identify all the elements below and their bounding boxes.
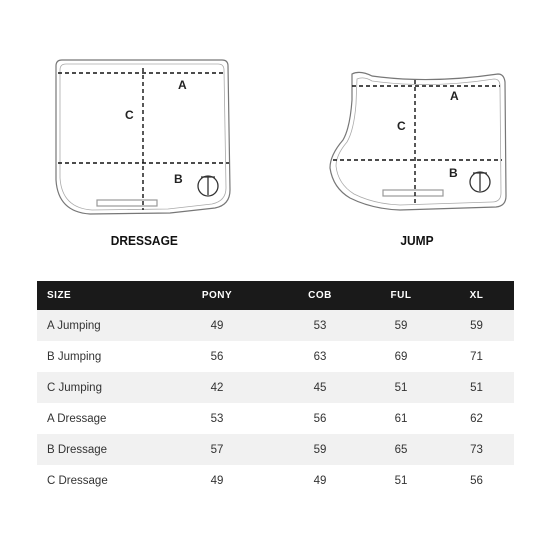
jump-mark-b: B bbox=[449, 166, 458, 180]
saddle-pad-diagrams bbox=[0, 0, 550, 240]
cell-ful: 51 bbox=[394, 474, 408, 487]
cell-xl: 62 bbox=[470, 412, 483, 425]
header-pony: PONY bbox=[201, 290, 233, 301]
dressage-mark-a: A bbox=[178, 78, 187, 92]
jump-mark-c: C bbox=[397, 119, 406, 133]
size-table-header bbox=[37, 281, 514, 310]
header-ful: FUL bbox=[390, 290, 412, 301]
cell-pony: 56 bbox=[210, 350, 224, 363]
cell-cob: 56 bbox=[313, 412, 327, 425]
jump-logo-icon bbox=[470, 172, 490, 192]
jump-measure-lines bbox=[333, 80, 502, 206]
header-size: SIZE bbox=[47, 290, 72, 301]
row-label: B Jumping bbox=[47, 350, 102, 363]
row-label: A Dressage bbox=[47, 412, 107, 425]
row-label: C Jumping bbox=[47, 381, 102, 394]
row-label: C Dressage bbox=[47, 474, 108, 487]
table-row bbox=[37, 372, 514, 403]
cell-xl: 56 bbox=[470, 474, 483, 487]
table-row bbox=[37, 465, 514, 496]
cell-ful: 69 bbox=[394, 350, 408, 363]
cell-ful: 61 bbox=[394, 412, 408, 425]
cell-xl: 71 bbox=[470, 350, 483, 363]
table-row bbox=[37, 341, 514, 372]
dressage-measure-lines bbox=[58, 68, 229, 210]
cell-pony: 42 bbox=[210, 381, 224, 394]
dressage-title: DRESSAGE bbox=[110, 233, 178, 248]
cell-ful: 65 bbox=[394, 443, 408, 456]
jump-mark-a: A bbox=[450, 89, 459, 103]
cell-cob: 45 bbox=[313, 381, 327, 394]
cell-ful: 51 bbox=[394, 381, 408, 394]
cell-xl: 51 bbox=[470, 381, 483, 394]
header-xl: XL bbox=[469, 290, 484, 301]
header-cob: COB bbox=[308, 290, 332, 301]
dressage-logo-icon bbox=[198, 176, 218, 196]
cell-pony: 53 bbox=[210, 412, 224, 425]
dressage-mark-b: B bbox=[174, 172, 183, 186]
jump-title: JUMP bbox=[400, 233, 434, 248]
table-row bbox=[37, 434, 514, 465]
cell-pony: 49 bbox=[210, 319, 224, 332]
cell-cob: 53 bbox=[313, 319, 327, 332]
cell-xl: 73 bbox=[470, 443, 483, 456]
dressage-mark-c: C bbox=[125, 108, 134, 122]
table-row bbox=[37, 403, 514, 434]
table-row bbox=[37, 310, 514, 341]
size-table-body bbox=[37, 310, 514, 496]
cell-cob: 59 bbox=[313, 443, 327, 456]
cell-xl: 59 bbox=[470, 319, 483, 332]
row-label: A Jumping bbox=[47, 319, 101, 332]
cell-pony: 57 bbox=[210, 443, 224, 456]
cell-pony: 49 bbox=[210, 474, 224, 487]
cell-cob: 49 bbox=[313, 474, 327, 487]
size-table bbox=[37, 281, 514, 496]
row-label: B Dressage bbox=[47, 443, 108, 456]
cell-ful: 59 bbox=[394, 319, 408, 332]
cell-cob: 63 bbox=[313, 350, 327, 363]
